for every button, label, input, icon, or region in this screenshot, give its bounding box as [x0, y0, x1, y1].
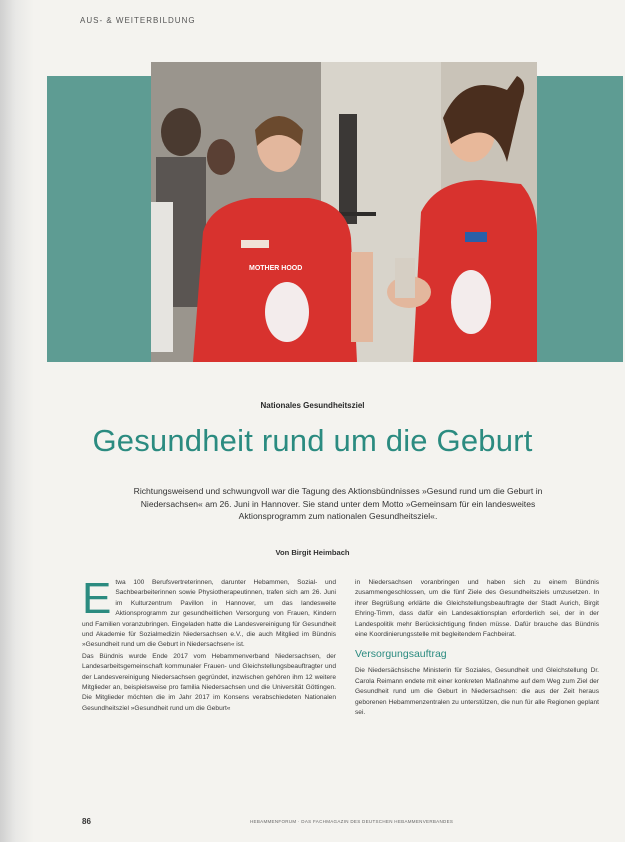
guest-head-2 [207, 139, 235, 175]
shirt-print-left: MOTHER HOOD [249, 265, 303, 272]
column-left [82, 574, 336, 715]
shirt-graphic-left [265, 282, 309, 342]
body-paragraph: Das Bündnis wurde Ende 2017 vom Hebammenverband Niedersachsen, der Landesarbeitsgemeinschaft kommunaler Frauen- und Gleichstellungsbeauftragter und der Landesvereinigung Niedersachsen gegründet, inzwischen gehören ihm 12 weitere Mitglieder an, beispielsweise pro familia Niedersachsen und die Universität Göttingen. Die Mitglieder möchten die im Jahr 2017 im Konsens verabschiedeten Nationalen Gesundheitsziel »Gesundheit rund um die Geburt« [82, 652, 336, 712]
name-tag-left [241, 240, 269, 248]
column-right [355, 578, 599, 719]
page-spine-shadow [0, 0, 34, 842]
article-byline: Von Birgit Heimbach [275, 548, 350, 557]
article-headline: Gesundheit rund um die Geburt [92, 423, 533, 458]
body-paragraph: twa 100 Berufsvertreterinnen, darunter Hebammen, Sozial- und Sachbearbeiterinnen sowie Physiotherapeutinnen, trafen sich am 26. Juni im Kulturzentrum Pavillon in Hannover, um das landesweite Aktionsprogramm zur gesundheitlichen Versorgung von Frauen, Kindern und Familien voranzubringen. Eingeladen hatte die Landesvereinigung für Gesundheit und Akademie für Sozialmedizin Niedersachsen e.V., die auch Mitglied im Bündnis »Gesundheit rund um die Geburt in Niedersachsen« ist. [82, 579, 336, 649]
article-photo [151, 62, 537, 362]
section-subheading: Versorgungsauftrag [355, 648, 447, 661]
shirt-graphic-right [451, 270, 491, 334]
doorway [339, 114, 357, 224]
drink-bottle [395, 258, 415, 298]
article-lead: Richtungsweisend und schwungvoll war die Tagung des Aktionsbündnisses »Gesund rund um die Geburt in Niedersachsen« am 26. Juni in Hannover. Sie stand unter dem Motto »Gemeinsam für ein landesweites Aktionsprogramm zum nationalen Gesundheitsziel«. [133, 486, 543, 521]
page-number: 86 [82, 817, 91, 826]
guest-body-2 [151, 202, 173, 352]
flag-badge-right [465, 232, 487, 242]
teal-band-left [47, 76, 151, 362]
footer-line: HEBAMMENFORUM · DAS FACHMAGAZIN DES DEUTSCHEN HEBAMMENVERBANDES [250, 819, 454, 824]
guest-head-1 [161, 108, 201, 156]
teal-band-right [537, 76, 623, 362]
woman-left-arm [351, 252, 373, 342]
body-paragraph: in Niedersachsen voranbringen und haben sich zu einem Bündnis zusammengeschlossen, um die fünf Ziele des Gesundheitsziels umzusetzen. In ihrer Begrüßung erklärte die Gleichstellungsbeauftragte der Stadt Aurich, Birgit Ehring-Timm, dass dafür ein Landesaktionsplan erforderlich sei, der in der Landespolitik mehr Berücksichtigung finden müsse. Dafür brauche das Bündnis eine Koordinierungsstelle mit begleitendem Fachbeirat. [355, 579, 599, 639]
body-paragraph: Die Niedersächsische Ministerin für Soziales, Gesundheit und Gleichstellung Dr. Carola Reimann endete mit einer konkreten Maßnahme auf dem Weg zum Ziel der Gesundheit rund um die Geburt in Niedersachsen: die aus der Zeit heraus geborenen Hebammenzentralen zu unterstützen, die nun für alle Regionen geplant sei. [355, 667, 599, 717]
photo-illustration [151, 62, 537, 362]
woman-left-shirt [193, 198, 357, 362]
section-label: AUS- & WEITERBILDUNG [80, 16, 196, 25]
drop-cap: E [82, 574, 112, 623]
article-kicker: Nationales Gesundheitsziel [260, 401, 365, 410]
